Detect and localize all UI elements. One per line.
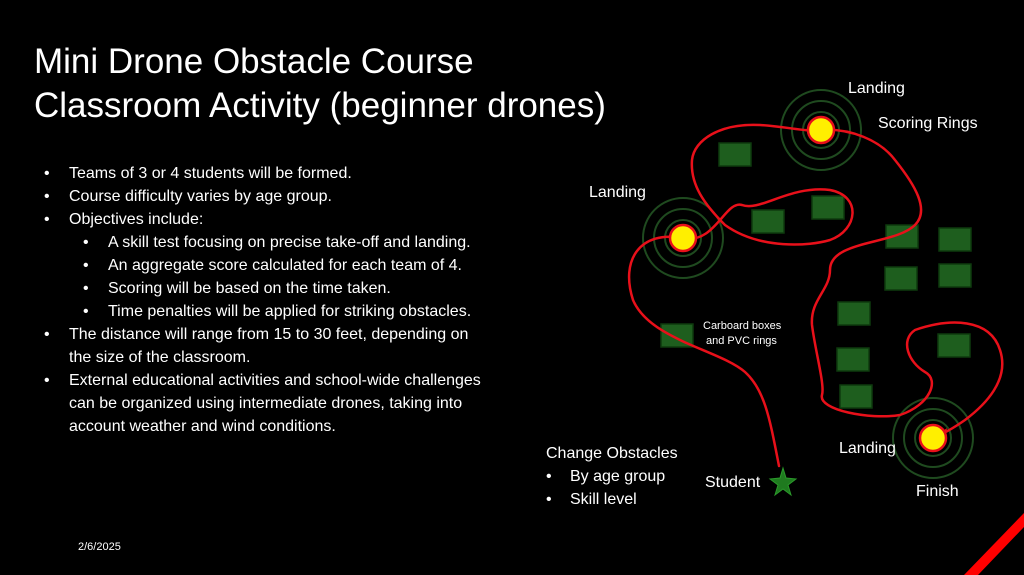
label-boxes-line1: Carboard boxes bbox=[703, 320, 782, 332]
change-item-age-group: • By age group bbox=[546, 465, 678, 488]
obstacle-box bbox=[812, 196, 844, 219]
change-item-skill-level: • Skill level bbox=[546, 488, 678, 511]
slide-date: 2/6/2025 bbox=[78, 541, 121, 553]
flight-path bbox=[629, 125, 1002, 466]
obstacle-box bbox=[752, 210, 784, 233]
obstacle-box bbox=[837, 348, 869, 371]
landing-pad-left bbox=[670, 225, 696, 251]
obstacle-box bbox=[938, 334, 970, 357]
sub-bullet-aggregate-score: • An aggregate score calculated for each team of 4. bbox=[69, 254, 484, 277]
student-star-icon bbox=[770, 468, 796, 495]
label-landing-top: Landing bbox=[848, 80, 905, 97]
label-landing-left: Landing bbox=[589, 184, 646, 201]
obstacle-box bbox=[838, 302, 870, 325]
obstacle-box bbox=[719, 143, 751, 166]
obstacle-box bbox=[840, 385, 872, 408]
change-obstacles-title: Change Obstacles bbox=[546, 445, 678, 462]
bullet-teams: • Teams of 3 or 4 students will be formed. bbox=[44, 162, 484, 185]
obstacle-boxes bbox=[661, 143, 971, 408]
sub-bullet-skill-test: • A skill test focusing on precise take-off and landing. bbox=[69, 231, 484, 254]
bullet-distance: • The distance will range from 15 to 30 feet, depending on the size of the classroom. bbox=[44, 323, 484, 369]
sub-bullet-penalties: • Time penalties will be applied for striking obstacles. bbox=[69, 300, 484, 323]
change-obstacles-list bbox=[546, 465, 678, 511]
label-boxes-line2: and PVC rings bbox=[706, 335, 777, 347]
bullet-objectives-label: Objectives include: bbox=[69, 211, 204, 228]
bullet-difficulty: • Course difficulty varies by age group. bbox=[44, 185, 484, 208]
obstacle-box bbox=[939, 264, 971, 287]
landing-pad-finish bbox=[920, 425, 946, 451]
obstacle-box bbox=[939, 228, 971, 251]
label-student: Student bbox=[705, 474, 761, 491]
obstacle-box bbox=[885, 267, 917, 290]
red-corner-accent bbox=[944, 505, 1024, 575]
label-scoring-rings: Scoring Rings bbox=[878, 115, 978, 132]
bullet-external: • External educational activities and school-wide challenges can be organized using intermediate drones, taking into account weather and wind conditions. bbox=[44, 369, 484, 438]
label-landing-bottom: Landing bbox=[839, 440, 896, 457]
sub-bullet-time-scoring: • Scoring will be based on the time taken. bbox=[69, 277, 484, 300]
label-finish: Finish bbox=[916, 483, 959, 500]
title-line-1: Mini Drone Obstacle Course bbox=[34, 42, 474, 81]
title-line-2: Classroom Activity (beginner drones) bbox=[34, 86, 606, 125]
change-obstacles-block bbox=[546, 442, 678, 511]
landing-pad-top bbox=[808, 117, 834, 143]
